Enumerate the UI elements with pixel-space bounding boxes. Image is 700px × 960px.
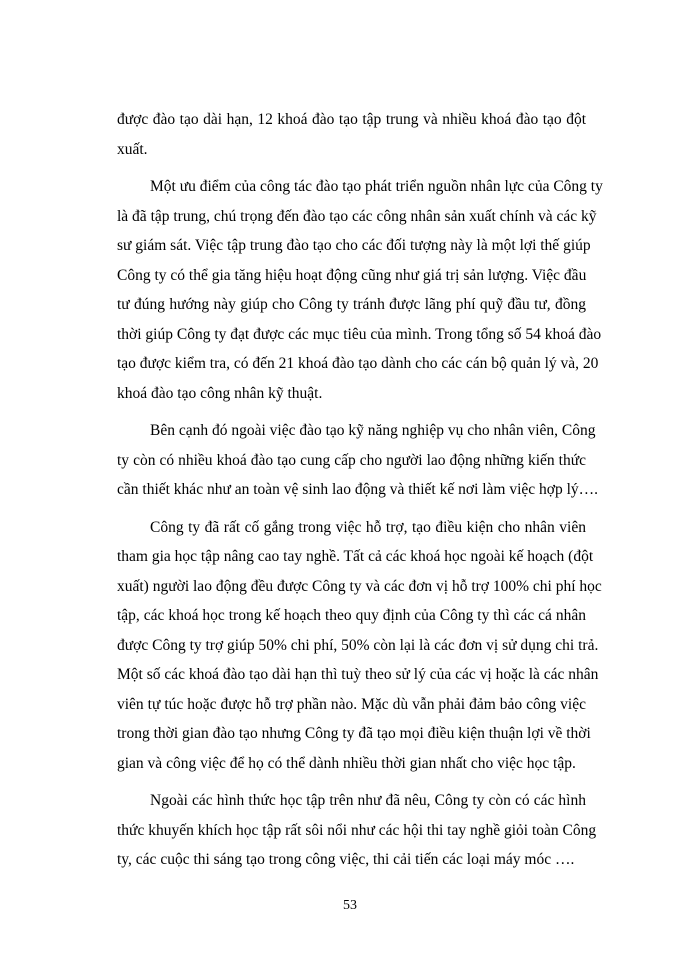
text-line: xuất) người lao động đều được Công ty và các đơn vị hỗ trợ 100% chi phí học — [117, 577, 602, 595]
paragraph-2 — [117, 172, 603, 408]
text-line: được đào tạo dài hạn, 12 khoá đào tạo tập trung và nhiều khoá đào tạo đột — [117, 111, 586, 128]
paragraph-5 — [117, 786, 597, 875]
text-line: trong thời gian đào tạo nhưng Công ty đã tạo mọi điều kiện thuận lợi về thời — [117, 725, 591, 742]
text-line: Công ty đã rất cố gắng trong việc hỗ trợ, tạo điều kiện cho nhân viên — [150, 518, 586, 536]
text-line: cần thiết khác như an toàn vệ sinh lao động và thiết kế nơi làm việc hợp lý…. — [117, 481, 599, 498]
paragraph-4 — [117, 513, 602, 779]
text-line: tư đúng hướng này giúp cho Công ty tránh được lãng phí quỹ đầu tư, đồng — [117, 296, 586, 313]
page-number: 53 — [343, 898, 357, 913]
text-line: Công ty có thể gia tăng hiệu hoạt động cũng như giá trị sản lượng. Việc đầu — [117, 266, 587, 284]
text-line: Một ưu điểm của công tác đào tạo phát triển nguồn nhân lực của Công ty — [150, 178, 603, 195]
text-line: thức khuyến khích học tập rất sôi nổi như các hội thi tay nghề giỏi toàn Công — [117, 821, 597, 839]
text-line: Bên cạnh đó ngoài việc đào tạo kỹ năng nghiệp vụ cho nhân viên, Công — [150, 422, 596, 439]
text-line: khoá đào tạo công nhân kỹ thuật. — [117, 384, 323, 402]
body-text — [117, 105, 603, 875]
text-line: viên tự túc hoặc được hỗ trợ phần nào. Mặc dù vẫn phải đảm bảo công việc — [117, 695, 586, 713]
text-line: gian và công việc để họ có thể dành nhiều thời gian nhất cho việc học tập. — [117, 754, 576, 772]
text-line: tham gia học tập nâng cao tay nghề. Tất cả các khoá học ngoài kế hoạch (đột — [117, 548, 594, 565]
text-line: Ngoài các hình thức học tập trên như đã nêu, Công ty còn có các hình — [150, 792, 586, 809]
text-line: Một số các khoá đào tạo dài hạn thì tuỳ theo sử lý của các vị hoặc là các nhân — [117, 666, 599, 683]
text-line: là đã tập trung, chú trọng đến đào tạo các công nhân sản xuất chính và các kỹ — [117, 207, 597, 225]
text-line: tập, các khoá học trong kế hoạch theo quy định của Công ty thì các cá nhân — [117, 607, 586, 624]
text-line: được Công ty trợ giúp 50% chi phí, 50% còn lại là các đơn vị sử dụng chi trả. — [117, 636, 599, 654]
text-line: ty, các cuộc thi sáng tạo trong công việc, thi cải tiến các loại máy móc …. — [117, 851, 575, 868]
text-line: xuất. — [117, 140, 148, 158]
text-line: ty còn có nhiều khoá đào tạo cung cấp cho người lao động những kiến thức — [117, 451, 586, 469]
text-line: sư giám sát. Việc tập trung đào tạo cho các đối tượng này là một lợi thế giúp — [117, 237, 591, 254]
text-line: tạo được kiểm tra, có đến 21 khoá đào tạo dành cho các cán bộ quản lý và, 20 — [117, 355, 599, 372]
paragraph-1 — [117, 105, 586, 164]
text-line: thời giúp Công ty đạt được các mục tiêu của mình. Trong tổng số 54 khoá đào — [117, 325, 602, 343]
paragraph-3 — [117, 416, 599, 505]
